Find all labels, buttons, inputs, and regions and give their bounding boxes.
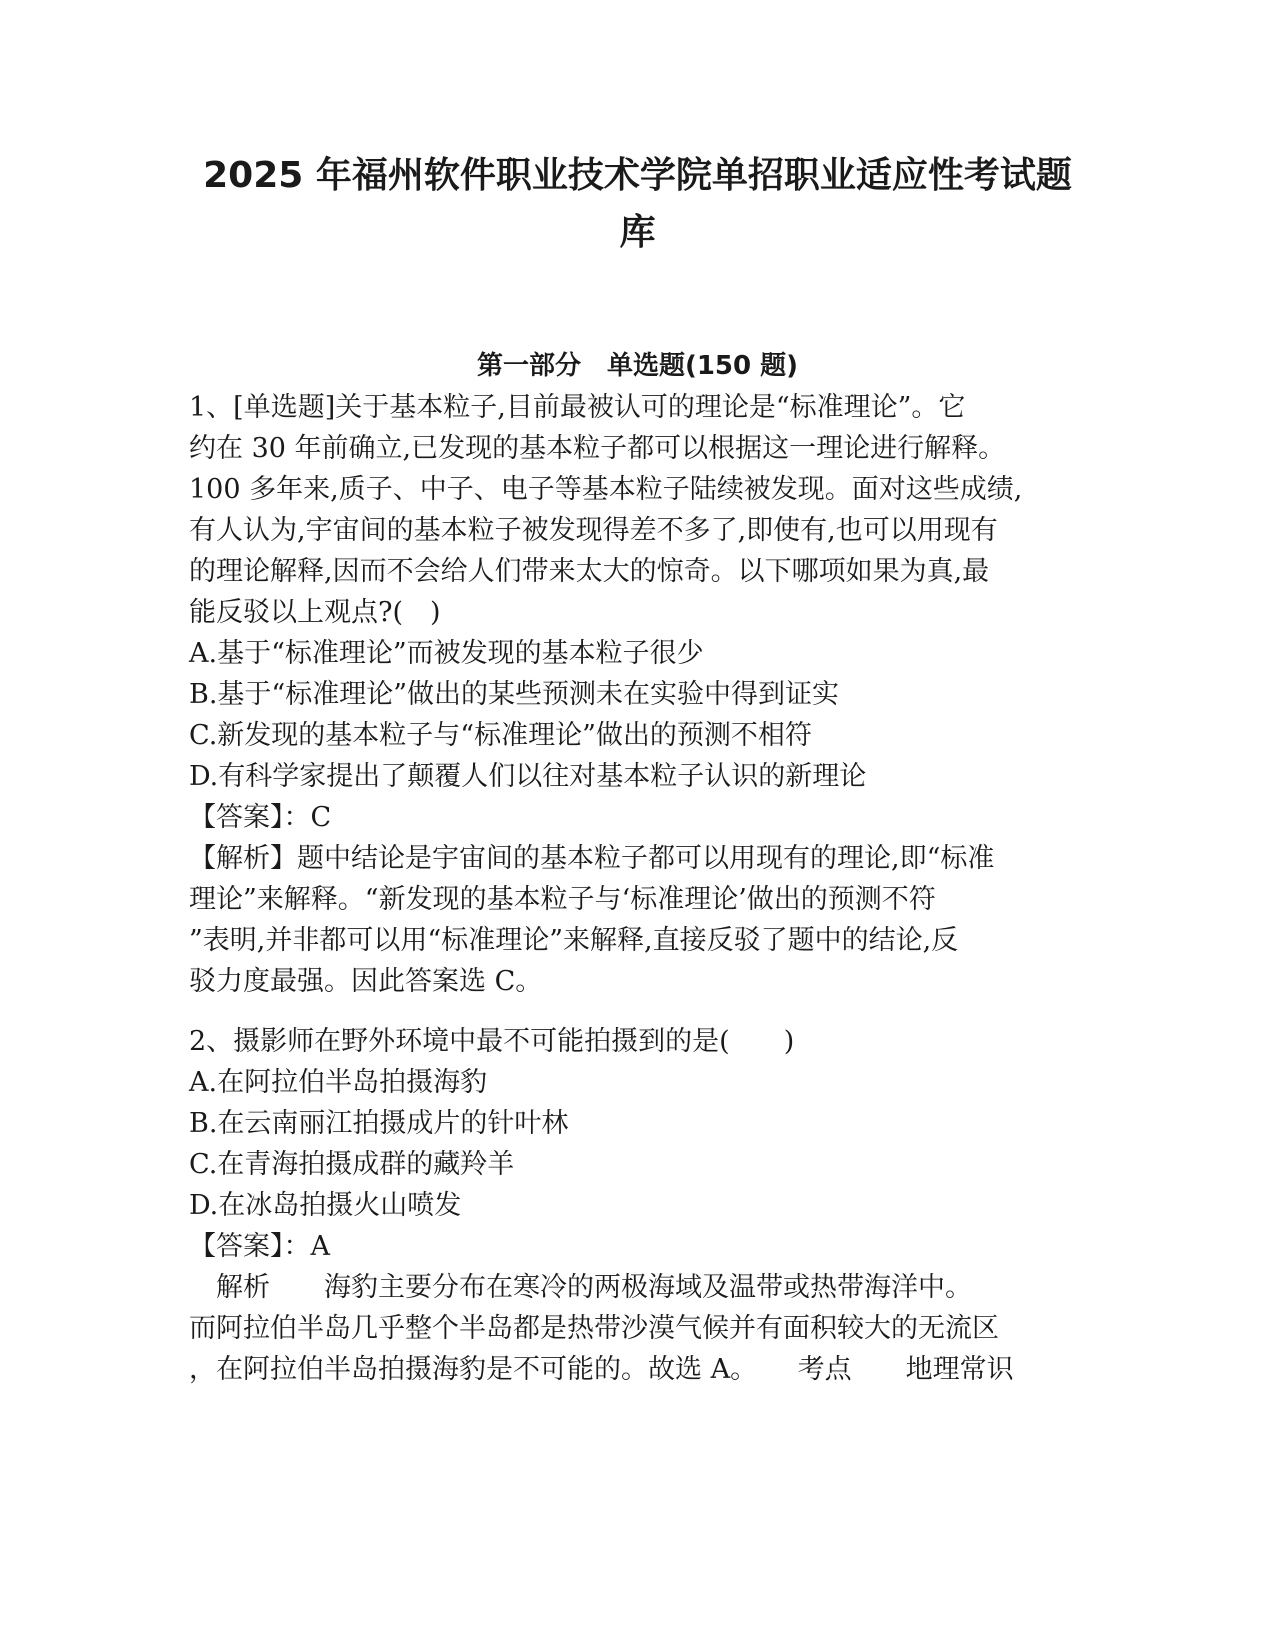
question-stem-line: 100 多年来,质子、中子、电子等基本粒子陆续被发现。面对这些成绩, <box>189 474 1023 505</box>
answer-line: 【答案】：C <box>189 802 332 833</box>
analysis-line: 理论”来解释。“新发现的基本粒子与‘标准理论’做出的预测不符 <box>189 884 936 915</box>
question-stem-line: 有人认为,宇宙间的基本粒子被发现得差不多了,即使有,也可以用现有 <box>189 515 998 546</box>
option-c: C.新发现的基本粒子与“标准理论”做出的预测不相符 <box>189 720 812 751</box>
analysis-line: ”表明,并非都可以用“标准理论”来解释,直接反驳了题中的结论,反 <box>189 925 959 956</box>
option-b: B.基于“标准理论”做出的某些预测未在实验中得到证实 <box>189 679 840 710</box>
question-stem-line: 1、[单选题]关于基本粒子,目前最被认可的理论是“标准理论”。它 <box>189 392 966 423</box>
option-d: D.在冰岛拍摄火山喷发 <box>189 1190 462 1221</box>
question-stem-line: 2、摄影师在野外环境中最不可能拍摄到的是( ) <box>189 1026 795 1057</box>
section-heading: 第一部分 单选题(150 题) <box>476 351 799 381</box>
option-b: B.在云南丽江拍摄成片的针叶林 <box>189 1108 569 1139</box>
document-title-continuation: 库 <box>619 212 656 253</box>
question-stem-line: 的理论解释,因而不会给人们带来太大的惊奇。以下哪项如果为真,最 <box>189 556 990 587</box>
analysis-line: 而阿拉伯半岛几乎整个半岛都是热带沙漠气候并有面积较大的无流区 <box>189 1313 999 1344</box>
analysis-line: 解析 海豹主要分布在寒冷的两极海域及温带或热带海洋中。 <box>189 1272 972 1303</box>
question-stem-line: 约在 30 年前确立,已发现的基本粒子都可以根据这一理论进行解释。 <box>189 433 1006 464</box>
analysis-line: ，在阿拉伯半岛拍摄海豹是不可能的。故选 A。 考点 地理常识 <box>189 1354 1014 1385</box>
analysis-line: 驳力度最强。因此答案选 C。 <box>189 966 543 997</box>
answer-line: 【答案】：A <box>189 1231 330 1262</box>
analysis-line: 【解析】题中结论是宇宙间的基本粒子都可以用现有的理论,即“标准 <box>189 843 995 874</box>
option-c: C.在青海拍摄成群的藏羚羊 <box>189 1149 515 1180</box>
option-d: D.有科学家提出了颠覆人们以往对基本粒子认识的新理论 <box>189 761 867 792</box>
option-a: A.在阿拉伯半岛拍摄海豹 <box>189 1067 488 1098</box>
question-stem-line: 能反驳以上观点?( ) <box>189 597 441 628</box>
document-title: 2025 年福州软件职业技术学院单招职业适应性考试题 <box>203 155 1072 196</box>
option-a: A.基于“标准理论”而被发现的基本粒子很少 <box>189 638 704 669</box>
